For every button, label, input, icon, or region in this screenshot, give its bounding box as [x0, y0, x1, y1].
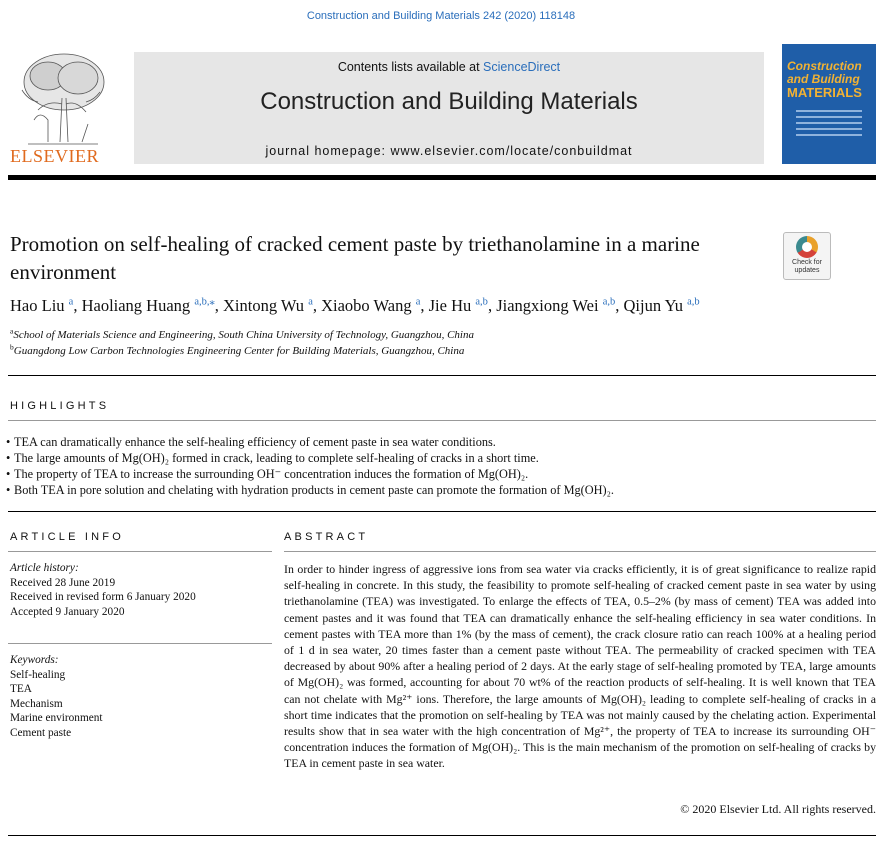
author-affiliation-mark[interactable]: a,b,⁎	[194, 296, 215, 308]
highlight-item: • The property of TEA to increase the surrounding OH⁻ concentration induces the formation of Mg(OH)₂.	[6, 467, 529, 481]
highlights-heading: HIGHLIGHTS	[10, 400, 110, 412]
affiliation-text: Guangdong Low Carbon Technologies Engineering Center for Building Materials, Guangzhou, China	[13, 345, 465, 357]
copyright-notice: © 2020 Elsevier Ltd. All rights reserved.	[680, 802, 876, 816]
history-accepted: Accepted 9 January 2020	[10, 605, 125, 618]
author-name[interactable]: Xiaobo Wang	[321, 296, 412, 315]
keywords	[10, 653, 270, 740]
highlight-item: • The large amounts of Mg(OH)₂ formed in crack, leading to complete self-healing of cracks in a short time.	[6, 451, 539, 465]
affiliation-text: School of Materials Science and Engineering, South China University of Technology, Guangzhou, China	[13, 329, 474, 341]
affiliation-mark: a	[10, 326, 14, 336]
author-name[interactable]: Haoliang Huang	[81, 296, 191, 315]
keyword-item[interactable]: Marine environment	[10, 712, 103, 724]
history-revised: Received in revised form 6 January 2020	[10, 591, 196, 603]
elsevier-logo	[8, 50, 112, 170]
contents-prefix: Contents lists available at	[337, 60, 484, 74]
crossmark-icon	[796, 236, 818, 258]
author-affiliation-mark[interactable]: a,b	[602, 296, 616, 308]
highlight-item: • TEA can dramatically enhance the self-healing efficiency of cement paste in sea water conditions.	[6, 435, 496, 449]
highlight-item: • Both TEA in pore solution and chelating with hydration products in cement paste can promote the formation of Mg(OH)₂.	[6, 483, 614, 497]
highlights-list	[6, 434, 876, 498]
cover-title-line2: and Building	[787, 72, 860, 86]
author-affiliation-mark[interactable]: a	[68, 296, 74, 308]
article-title: Promotion on self-healing of cracked cement paste by triethanolamine in a marine environment	[10, 232, 700, 284]
author-affiliation-mark[interactable]: a,b	[687, 296, 700, 308]
journal-homepage-link[interactable]: journal homepage: www.elsevier.com/locate/conbuildmat	[265, 144, 633, 158]
author-list: Hao Liu $^a$, Haoliang Huang $^{a,b,⁎}$, Xintong Wu $^a$, Xiaobo Wang $^a$, Jie Hu $^{a,b}$, Jiangxiong Wei $^{a,b}$, Qijun Yu $^{a,b}$	[10, 296, 700, 315]
affiliation-b	[10, 342, 465, 357]
journal-cover-image[interactable]	[782, 44, 876, 164]
check-for-updates-button[interactable]	[783, 232, 831, 280]
highlights-rule	[8, 420, 876, 421]
divider	[8, 375, 876, 376]
keywords-rule	[8, 643, 272, 644]
author-name[interactable]: Jiangxiong Wei	[496, 296, 599, 315]
abstract-text: In order to hinder ingress of aggressive ions from sea water via cracks efficiently, it is of great significance to realize rapid self-healing in concrete. In this study, the feasibility to promote self-healing of cracked cement paste in sea water by using triethanolamine (TEA) was investigated. To enlarge the effects of TEA, 0.5–2% (by mass of cement) TEA was added into cement pastes and it was found that TEA can dramatically enhance the self-healing efficiency in sea water conditions. In cement pastes with TEA more than 1% (by the mass of cement), the crack closure ratio can reach 100% at a healing period of 1 d in sea water, 20 times faster than a cement paste without TEA. The permeability of cracked specimen with TEA decreased by about 90% after a healing period of 2 days. At the early stage of self-healing promoted by TEA, large amounts of Mg(OH)₂ was formed, accounting for about 70 wt% of the reaction products of self-healing. It is well known that TEA can not chelate with Mg²⁺ ions. Therefore, the large amounts of Mg(OH)₂ leading to complete self-healing of cracks in a short time indicates that the promotion on self-healing by TEA was not mainly caused by the chelating action. Experimental results show that in sea water with the high concentration of Mg²⁺, the property of TEA to increase its surrounding OH⁻ concentration induces the formation of Mg(OH)₂. This is the main mechanism of the promotion on self-healing of cracks by TEA in cement paste in sea water.	[284, 562, 876, 771]
author-affiliation-mark[interactable]: a	[308, 296, 313, 308]
cover-decoration	[796, 110, 862, 140]
publisher-wordmark: ELSEVIER	[10, 146, 99, 166]
crossmark-label: Check for updates	[792, 259, 822, 274]
author-affiliation-mark[interactable]: a,b	[475, 296, 488, 308]
elsevier-tree-icon	[8, 50, 112, 150]
affiliation-a	[10, 326, 474, 341]
article-history	[10, 561, 270, 619]
author-name[interactable]: Hao Liu	[10, 296, 65, 315]
cover-title-line1: Construction	[787, 59, 862, 73]
author-name[interactable]: Jie Hu	[428, 296, 472, 315]
footer-rule	[8, 835, 876, 836]
keyword-item[interactable]: Cement paste	[10, 726, 72, 739]
author-name[interactable]: Qijun Yu	[623, 296, 683, 315]
abstract-heading: ABSTRACT	[284, 531, 369, 543]
history-label: Article history:	[10, 562, 79, 574]
article-info-rule	[8, 551, 272, 552]
sciencedirect-link[interactable]: ScienceDirect	[483, 60, 561, 74]
article-info-heading: ARTICLE INFO	[10, 531, 124, 543]
journal-reference-link[interactable]: Construction and Building Materials 242 (2020) 118148	[306, 10, 576, 22]
author-affiliation-mark[interactable]: a	[415, 296, 421, 308]
history-received: Received 28 June 2019	[10, 576, 116, 589]
keyword-item[interactable]: Self-healing	[10, 668, 66, 681]
keyword-item[interactable]: Mechanism	[10, 697, 63, 710]
divider	[8, 511, 876, 512]
cover-title-line3: MATERIALS	[787, 85, 862, 100]
keyword-item[interactable]: TEA	[10, 683, 32, 695]
author-name[interactable]: Xintong Wu	[222, 296, 305, 315]
journal-masthead	[134, 52, 764, 164]
abstract-rule	[284, 551, 876, 552]
affiliation-mark: b	[10, 342, 14, 352]
keywords-label: Keywords:	[10, 654, 59, 666]
journal-title: Construction and Building Materials	[260, 88, 638, 115]
header-rule	[8, 175, 876, 180]
cover-title	[787, 60, 873, 99]
contents-line	[134, 60, 764, 74]
